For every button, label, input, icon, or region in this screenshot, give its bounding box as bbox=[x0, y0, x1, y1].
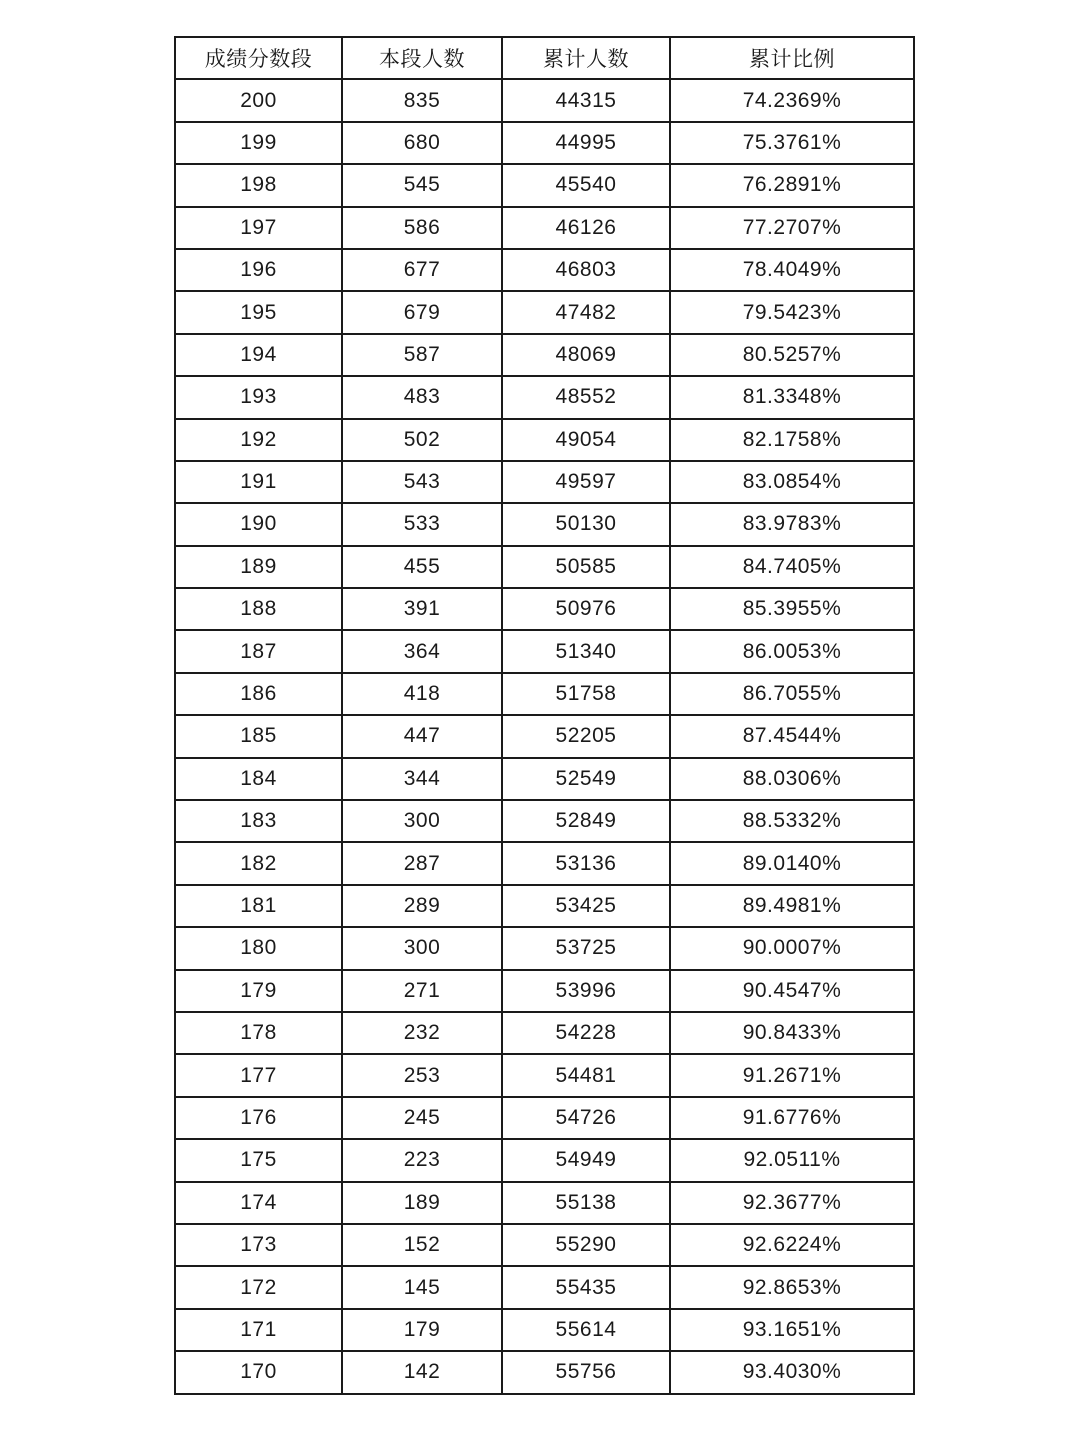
table-cell: 52205 bbox=[502, 715, 670, 757]
table-row bbox=[175, 1097, 914, 1139]
table-cell: 543 bbox=[342, 461, 502, 503]
table-cell: 54949 bbox=[502, 1139, 670, 1181]
table-cell: 49054 bbox=[502, 419, 670, 461]
table-cell: 82.1758% bbox=[670, 419, 914, 461]
table-cell: 52849 bbox=[502, 800, 670, 842]
table-cell: 77.2707% bbox=[670, 207, 914, 249]
table-cell: 200 bbox=[175, 79, 342, 121]
table-row bbox=[175, 503, 914, 545]
table-cell: 176 bbox=[175, 1097, 342, 1139]
table-cell: 835 bbox=[342, 79, 502, 121]
table-cell: 197 bbox=[175, 207, 342, 249]
table-cell: 88.0306% bbox=[670, 758, 914, 800]
table-cell: 188 bbox=[175, 588, 342, 630]
table-cell: 50130 bbox=[502, 503, 670, 545]
table-cell: 189 bbox=[175, 546, 342, 588]
table-cell: 179 bbox=[175, 970, 342, 1012]
table-cell: 190 bbox=[175, 503, 342, 545]
table-row bbox=[175, 673, 914, 715]
score-distribution-table bbox=[174, 36, 915, 1395]
table-cell: 90.4547% bbox=[670, 970, 914, 1012]
table-row bbox=[175, 758, 914, 800]
table-cell: 289 bbox=[342, 885, 502, 927]
table-cell: 87.4544% bbox=[670, 715, 914, 757]
table-cell: 447 bbox=[342, 715, 502, 757]
table-row bbox=[175, 419, 914, 461]
table-cell: 199 bbox=[175, 122, 342, 164]
table-cell: 75.3761% bbox=[670, 122, 914, 164]
table-cell: 287 bbox=[342, 842, 502, 884]
table-cell: 173 bbox=[175, 1224, 342, 1266]
table-cell: 232 bbox=[342, 1012, 502, 1054]
table-cell: 177 bbox=[175, 1054, 342, 1096]
table-cell: 48552 bbox=[502, 376, 670, 418]
table-row bbox=[175, 1266, 914, 1308]
table-cell: 364 bbox=[342, 630, 502, 672]
table-row bbox=[175, 1054, 914, 1096]
table-cell: 89.4981% bbox=[670, 885, 914, 927]
table-cell: 391 bbox=[342, 588, 502, 630]
table-cell: 192 bbox=[175, 419, 342, 461]
table-row bbox=[175, 970, 914, 1012]
table-cell: 189 bbox=[342, 1182, 502, 1224]
header-segment-count: 本段人数 bbox=[342, 37, 502, 79]
table-row bbox=[175, 800, 914, 842]
table-row bbox=[175, 588, 914, 630]
table-row bbox=[175, 122, 914, 164]
table-cell: 170 bbox=[175, 1351, 342, 1393]
table-cell: 55138 bbox=[502, 1182, 670, 1224]
table-cell: 55290 bbox=[502, 1224, 670, 1266]
table-cell: 145 bbox=[342, 1266, 502, 1308]
table-cell: 53425 bbox=[502, 885, 670, 927]
table-cell: 418 bbox=[342, 673, 502, 715]
table-cell: 44995 bbox=[502, 122, 670, 164]
table-cell: 194 bbox=[175, 334, 342, 376]
table-cell: 86.7055% bbox=[670, 673, 914, 715]
table-cell: 91.2671% bbox=[670, 1054, 914, 1096]
table-row bbox=[175, 1351, 914, 1393]
table-cell: 53725 bbox=[502, 927, 670, 969]
table-row bbox=[175, 715, 914, 757]
table-row bbox=[175, 927, 914, 969]
table-row bbox=[175, 1309, 914, 1351]
table-cell: 46803 bbox=[502, 249, 670, 291]
table-cell: 245 bbox=[342, 1097, 502, 1139]
table-cell: 92.6224% bbox=[670, 1224, 914, 1266]
table-cell: 80.5257% bbox=[670, 334, 914, 376]
table-cell: 86.0053% bbox=[670, 630, 914, 672]
table-cell: 142 bbox=[342, 1351, 502, 1393]
table-cell: 88.5332% bbox=[670, 800, 914, 842]
table-cell: 184 bbox=[175, 758, 342, 800]
table-cell: 53996 bbox=[502, 970, 670, 1012]
table-cell: 78.4049% bbox=[670, 249, 914, 291]
table-cell: 93.1651% bbox=[670, 1309, 914, 1351]
table-cell: 545 bbox=[342, 164, 502, 206]
table-cell: 51340 bbox=[502, 630, 670, 672]
table-cell: 74.2369% bbox=[670, 79, 914, 121]
table-cell: 180 bbox=[175, 927, 342, 969]
table-cell: 76.2891% bbox=[670, 164, 914, 206]
table-cell: 178 bbox=[175, 1012, 342, 1054]
table-row bbox=[175, 79, 914, 121]
table-cell: 300 bbox=[342, 800, 502, 842]
table-cell: 679 bbox=[342, 291, 502, 333]
table-cell: 83.0854% bbox=[670, 461, 914, 503]
table-cell: 50585 bbox=[502, 546, 670, 588]
table-cell: 680 bbox=[342, 122, 502, 164]
table-cell: 83.9783% bbox=[670, 503, 914, 545]
table-cell: 300 bbox=[342, 927, 502, 969]
table-row bbox=[175, 164, 914, 206]
table-row bbox=[175, 291, 914, 333]
table-cell: 44315 bbox=[502, 79, 670, 121]
table-cell: 502 bbox=[342, 419, 502, 461]
table-cell: 586 bbox=[342, 207, 502, 249]
table-cell: 93.4030% bbox=[670, 1351, 914, 1393]
table-cell: 171 bbox=[175, 1309, 342, 1351]
table-cell: 46126 bbox=[502, 207, 670, 249]
table-cell: 187 bbox=[175, 630, 342, 672]
table-cell: 54481 bbox=[502, 1054, 670, 1096]
table-cell: 91.6776% bbox=[670, 1097, 914, 1139]
table-cell: 175 bbox=[175, 1139, 342, 1181]
table-cell: 152 bbox=[342, 1224, 502, 1266]
table-cell: 49597 bbox=[502, 461, 670, 503]
table-cell: 90.0007% bbox=[670, 927, 914, 969]
table-cell: 181 bbox=[175, 885, 342, 927]
table-cell: 92.0511% bbox=[670, 1139, 914, 1181]
table-cell: 50976 bbox=[502, 588, 670, 630]
table-cell: 84.7405% bbox=[670, 546, 914, 588]
table-row bbox=[175, 1224, 914, 1266]
table-row bbox=[175, 376, 914, 418]
table-cell: 196 bbox=[175, 249, 342, 291]
table-cell: 52549 bbox=[502, 758, 670, 800]
table-row bbox=[175, 1012, 914, 1054]
table-cell: 92.8653% bbox=[670, 1266, 914, 1308]
table-cell: 90.8433% bbox=[670, 1012, 914, 1054]
table-cell: 55756 bbox=[502, 1351, 670, 1393]
table-cell: 45540 bbox=[502, 164, 670, 206]
header-cumulative-ratio: 累计比例 bbox=[670, 37, 914, 79]
table-cell: 483 bbox=[342, 376, 502, 418]
table-cell: 344 bbox=[342, 758, 502, 800]
table-cell: 271 bbox=[342, 970, 502, 1012]
table-cell: 195 bbox=[175, 291, 342, 333]
table-cell: 455 bbox=[342, 546, 502, 588]
table-cell: 92.3677% bbox=[670, 1182, 914, 1224]
table-cell: 183 bbox=[175, 800, 342, 842]
table-row bbox=[175, 630, 914, 672]
table-cell: 48069 bbox=[502, 334, 670, 376]
table-row bbox=[175, 1139, 914, 1181]
table-cell: 186 bbox=[175, 673, 342, 715]
table-cell: 55435 bbox=[502, 1266, 670, 1308]
table-cell: 193 bbox=[175, 376, 342, 418]
table-cell: 587 bbox=[342, 334, 502, 376]
table-cell: 89.0140% bbox=[670, 842, 914, 884]
table-cell: 533 bbox=[342, 503, 502, 545]
table-cell: 54726 bbox=[502, 1097, 670, 1139]
table-cell: 185 bbox=[175, 715, 342, 757]
table-cell: 174 bbox=[175, 1182, 342, 1224]
table-row bbox=[175, 249, 914, 291]
table-row bbox=[175, 461, 914, 503]
table-cell: 172 bbox=[175, 1266, 342, 1308]
table-cell: 677 bbox=[342, 249, 502, 291]
table-row bbox=[175, 207, 914, 249]
table-cell: 51758 bbox=[502, 673, 670, 715]
table-cell: 54228 bbox=[502, 1012, 670, 1054]
table-row bbox=[175, 885, 914, 927]
table-cell: 85.3955% bbox=[670, 588, 914, 630]
table-cell: 198 bbox=[175, 164, 342, 206]
table-cell: 223 bbox=[342, 1139, 502, 1181]
table-cell: 191 bbox=[175, 461, 342, 503]
table-row bbox=[175, 546, 914, 588]
table-cell: 53136 bbox=[502, 842, 670, 884]
table-row bbox=[175, 1182, 914, 1224]
table-cell: 55614 bbox=[502, 1309, 670, 1351]
table-cell: 79.5423% bbox=[670, 291, 914, 333]
table-cell: 81.3348% bbox=[670, 376, 914, 418]
table-cell: 179 bbox=[342, 1309, 502, 1351]
header-score-segment: 成绩分数段 bbox=[175, 37, 342, 79]
table-header-row bbox=[175, 37, 914, 79]
table-row bbox=[175, 842, 914, 884]
header-cumulative-count: 累计人数 bbox=[502, 37, 670, 79]
table-cell: 182 bbox=[175, 842, 342, 884]
table-row bbox=[175, 334, 914, 376]
table-cell: 253 bbox=[342, 1054, 502, 1096]
table-cell: 47482 bbox=[502, 291, 670, 333]
